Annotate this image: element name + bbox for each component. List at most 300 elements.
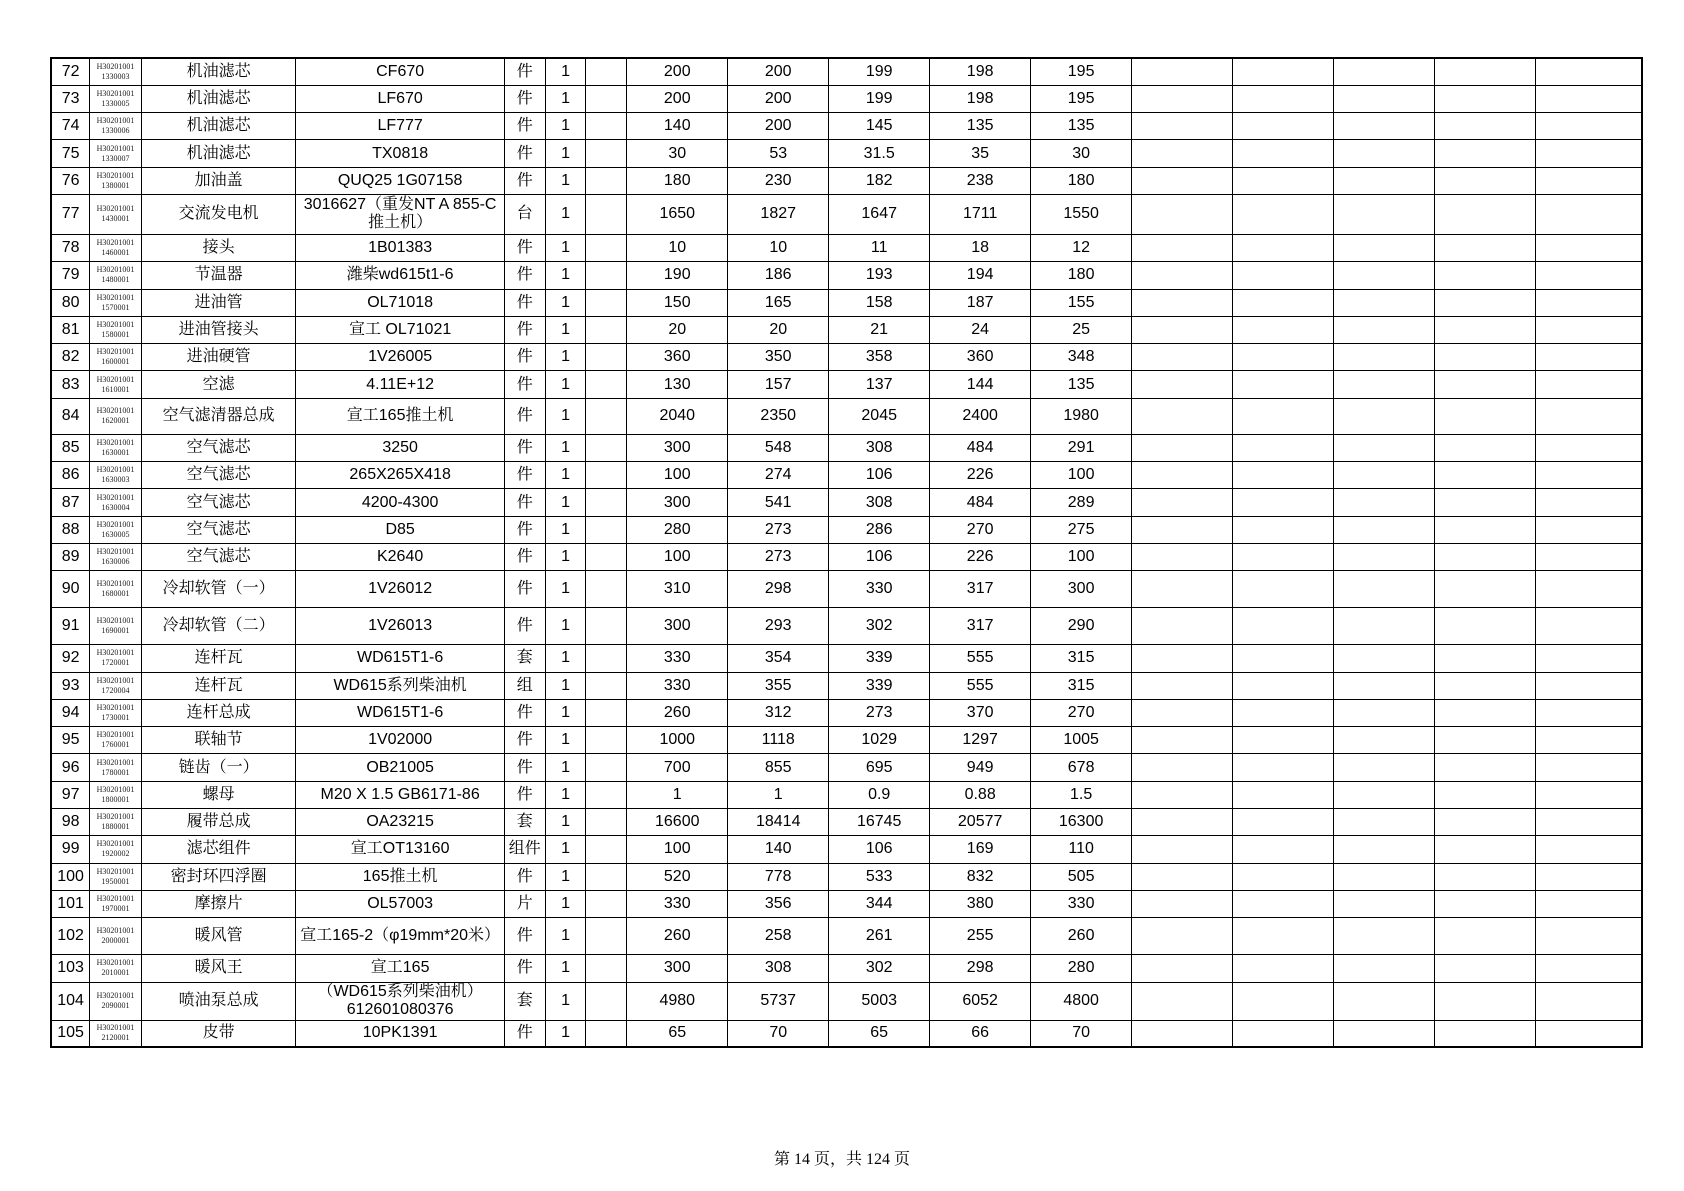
item-qty: 1: [545, 167, 586, 194]
blank-cell: [1233, 543, 1334, 570]
price-3: 11: [829, 234, 930, 261]
table-row: [51, 890, 1642, 917]
blank-cell: [1334, 727, 1435, 754]
item-qty: 1: [545, 462, 586, 489]
item-spec: OB21005: [296, 754, 504, 781]
price-3: 31.5: [829, 140, 930, 167]
price-1: 10: [627, 234, 728, 261]
item-name: 连杆总成: [141, 699, 296, 726]
item-unit: 件: [504, 699, 545, 726]
item-name: 密封环四浮圈: [141, 863, 296, 890]
row-number: 73: [51, 85, 90, 112]
item-spec: D85: [296, 516, 504, 543]
blank-cell: [1435, 982, 1536, 1020]
item-qty: 1: [545, 194, 586, 234]
row-number: 80: [51, 289, 90, 316]
price-2: 53: [728, 140, 829, 167]
price-2: 1827: [728, 194, 829, 234]
blank-cell: [586, 462, 627, 489]
price-1: 180: [627, 167, 728, 194]
blank-cell: [1334, 809, 1435, 836]
blank-cell: [586, 836, 627, 863]
price-1: 140: [627, 113, 728, 140]
price-1: 2040: [627, 398, 728, 434]
item-code: H30201001 1630005: [90, 516, 142, 543]
price-2: 2350: [728, 398, 829, 434]
price-1: 700: [627, 754, 728, 781]
blank-cell: [1132, 516, 1233, 543]
blank-cell: [586, 955, 627, 982]
item-code: H30201001 1760001: [90, 727, 142, 754]
blank-cell: [1535, 571, 1642, 608]
price-1: 520: [627, 863, 728, 890]
blank-cell: [1535, 85, 1642, 112]
item-code: H30201001 1800001: [90, 781, 142, 808]
blank-cell: [1132, 672, 1233, 699]
row-number: 100: [51, 863, 90, 890]
price-2: 200: [728, 58, 829, 85]
item-unit: 件: [504, 234, 545, 261]
row-number: 104: [51, 982, 90, 1020]
price-1: 310: [627, 571, 728, 608]
item-spec: 宣工165推土机: [296, 398, 504, 434]
item-spec: M20 X 1.5 GB6171-86: [296, 781, 504, 808]
blank-cell: [1535, 836, 1642, 863]
blank-cell: [1132, 955, 1233, 982]
price-4: 555: [930, 645, 1031, 672]
blank-cell: [1233, 434, 1334, 461]
item-unit: 套: [504, 645, 545, 672]
item-qty: 1: [545, 754, 586, 781]
item-spec: 10PK1391: [296, 1020, 504, 1047]
price-5: 100: [1031, 543, 1132, 570]
item-name: 空气滤芯: [141, 434, 296, 461]
price-3: 286: [829, 516, 930, 543]
table-row: [51, 85, 1642, 112]
price-5: 1980: [1031, 398, 1132, 434]
price-4: 18: [930, 234, 1031, 261]
table-row: [51, 571, 1642, 608]
blank-cell: [1535, 289, 1642, 316]
blank-cell: [586, 672, 627, 699]
blank-cell: [586, 434, 627, 461]
price-3: 358: [829, 344, 930, 371]
price-4: 238: [930, 167, 1031, 194]
price-4: 0.88: [930, 781, 1031, 808]
blank-cell: [1535, 699, 1642, 726]
blank-cell: [1535, 1020, 1642, 1047]
price-2: 350: [728, 344, 829, 371]
price-4: 555: [930, 672, 1031, 699]
price-4: 226: [930, 462, 1031, 489]
table-row: [51, 234, 1642, 261]
row-number: 92: [51, 645, 90, 672]
price-4: 832: [930, 863, 1031, 890]
blank-cell: [1132, 262, 1233, 289]
item-qty: 1: [545, 608, 586, 645]
item-spec: WD615T1-6: [296, 645, 504, 672]
table-row: [51, 140, 1642, 167]
blank-cell: [1233, 194, 1334, 234]
row-number: 101: [51, 890, 90, 917]
price-1: 130: [627, 371, 728, 398]
blank-cell: [586, 543, 627, 570]
price-1: 4980: [627, 982, 728, 1020]
blank-cell: [1535, 167, 1642, 194]
blank-cell: [1435, 809, 1536, 836]
price-2: 778: [728, 863, 829, 890]
item-name: 连杆瓦: [141, 645, 296, 672]
item-code: H30201001 1630004: [90, 489, 142, 516]
item-name: 摩擦片: [141, 890, 296, 917]
price-3: 2045: [829, 398, 930, 434]
item-qty: 1: [545, 58, 586, 85]
item-qty: 1: [545, 85, 586, 112]
price-3: 302: [829, 955, 930, 982]
blank-cell: [1535, 955, 1642, 982]
blank-cell: [1132, 543, 1233, 570]
price-5: 348: [1031, 344, 1132, 371]
blank-cell: [1435, 113, 1536, 140]
item-qty: 1: [545, 918, 586, 955]
item-code: H30201001 1330006: [90, 113, 142, 140]
item-name: 机油滤芯: [141, 85, 296, 112]
price-3: 339: [829, 672, 930, 699]
row-number: 78: [51, 234, 90, 261]
row-number: 75: [51, 140, 90, 167]
table-row: [51, 727, 1642, 754]
blank-cell: [1535, 371, 1642, 398]
blank-cell: [1132, 167, 1233, 194]
blank-cell: [1334, 489, 1435, 516]
blank-cell: [1435, 489, 1536, 516]
item-code: H30201001 1630003: [90, 462, 142, 489]
row-number: 76: [51, 167, 90, 194]
item-code: H30201001 1600001: [90, 344, 142, 371]
price-3: 695: [829, 754, 930, 781]
blank-cell: [1132, 434, 1233, 461]
blank-cell: [586, 489, 627, 516]
item-code: H30201001 1690001: [90, 608, 142, 645]
item-code: H30201001 1430001: [90, 194, 142, 234]
blank-cell: [1132, 754, 1233, 781]
price-1: 300: [627, 608, 728, 645]
price-2: 200: [728, 113, 829, 140]
blank-cell: [1334, 918, 1435, 955]
price-1: 300: [627, 955, 728, 982]
blank-cell: [1435, 85, 1536, 112]
item-code: H30201001 1630001: [90, 434, 142, 461]
item-spec: 宣工165: [296, 955, 504, 982]
table-row: [51, 58, 1642, 85]
item-name: 空滤: [141, 371, 296, 398]
price-3: 302: [829, 608, 930, 645]
price-1: 1650: [627, 194, 728, 234]
item-code: H30201001 1780001: [90, 754, 142, 781]
blank-cell: [1334, 699, 1435, 726]
row-number: 85: [51, 434, 90, 461]
table-row: [51, 113, 1642, 140]
blank-cell: [586, 113, 627, 140]
blank-cell: [1132, 890, 1233, 917]
table-row: [51, 699, 1642, 726]
blank-cell: [1334, 672, 1435, 699]
price-4: 317: [930, 571, 1031, 608]
row-number: 79: [51, 262, 90, 289]
price-2: 10: [728, 234, 829, 261]
price-5: 300: [1031, 571, 1132, 608]
price-5: 195: [1031, 58, 1132, 85]
price-5: 180: [1031, 167, 1132, 194]
blank-cell: [1132, 699, 1233, 726]
item-unit: 件: [504, 316, 545, 343]
price-3: 199: [829, 85, 930, 112]
item-unit: 件: [504, 955, 545, 982]
blank-cell: [1233, 699, 1334, 726]
price-4: 484: [930, 489, 1031, 516]
price-4: 194: [930, 262, 1031, 289]
blank-cell: [1535, 918, 1642, 955]
blank-cell: [1233, 167, 1334, 194]
item-name: 喷油泵总成: [141, 982, 296, 1020]
item-qty: 1: [545, 516, 586, 543]
blank-cell: [586, 754, 627, 781]
item-name: 进油硬管: [141, 344, 296, 371]
blank-cell: [1132, 608, 1233, 645]
price-1: 360: [627, 344, 728, 371]
item-unit: 件: [504, 167, 545, 194]
price-4: 20577: [930, 809, 1031, 836]
price-2: 274: [728, 462, 829, 489]
price-1: 150: [627, 289, 728, 316]
blank-cell: [1233, 371, 1334, 398]
price-1: 330: [627, 890, 728, 917]
blank-cell: [1435, 234, 1536, 261]
price-1: 16600: [627, 809, 728, 836]
blank-cell: [1233, 645, 1334, 672]
item-name: 加油盖: [141, 167, 296, 194]
price-1: 300: [627, 489, 728, 516]
item-spec: 1B01383: [296, 234, 504, 261]
price-1: 1000: [627, 727, 728, 754]
item-unit: 件: [504, 489, 545, 516]
blank-cell: [586, 58, 627, 85]
item-spec: QUQ25 1G07158: [296, 167, 504, 194]
item-name: 空气滤芯: [141, 489, 296, 516]
blank-cell: [1233, 571, 1334, 608]
blank-cell: [1435, 434, 1536, 461]
item-unit: 件: [504, 113, 545, 140]
blank-cell: [1132, 344, 1233, 371]
item-qty: 1: [545, 1020, 586, 1047]
item-code: H30201001 1580001: [90, 316, 142, 343]
price-3: 16745: [829, 809, 930, 836]
blank-cell: [1132, 645, 1233, 672]
row-number: 94: [51, 699, 90, 726]
item-qty: 1: [545, 543, 586, 570]
row-number: 90: [51, 571, 90, 608]
blank-cell: [1334, 398, 1435, 434]
blank-cell: [586, 608, 627, 645]
price-5: 280: [1031, 955, 1132, 982]
item-spec: 宣工 OL71021: [296, 316, 504, 343]
blank-cell: [1535, 516, 1642, 543]
price-2: 356: [728, 890, 829, 917]
item-qty: 1: [545, 262, 586, 289]
blank-cell: [1334, 645, 1435, 672]
row-number: 86: [51, 462, 90, 489]
item-spec: OL71018: [296, 289, 504, 316]
item-code: H30201001 1330007: [90, 140, 142, 167]
item-unit: 件: [504, 434, 545, 461]
blank-cell: [1334, 371, 1435, 398]
item-name: 节温器: [141, 262, 296, 289]
price-4: 270: [930, 516, 1031, 543]
item-spec: TX0818: [296, 140, 504, 167]
blank-cell: [586, 781, 627, 808]
row-number: 98: [51, 809, 90, 836]
price-2: 20: [728, 316, 829, 343]
price-3: 308: [829, 434, 930, 461]
blank-cell: [1334, 982, 1435, 1020]
item-qty: 1: [545, 727, 586, 754]
price-5: 70: [1031, 1020, 1132, 1047]
blank-cell: [1435, 571, 1536, 608]
item-code: H30201001 1950001: [90, 863, 142, 890]
item-unit: 套: [504, 982, 545, 1020]
price-4: 187: [930, 289, 1031, 316]
price-2: 548: [728, 434, 829, 461]
item-spec: LF777: [296, 113, 504, 140]
blank-cell: [1435, 58, 1536, 85]
item-name: 机油滤芯: [141, 140, 296, 167]
blank-cell: [1435, 398, 1536, 434]
item-name: 机油滤芯: [141, 113, 296, 140]
item-qty: 1: [545, 344, 586, 371]
price-4: 1297: [930, 727, 1031, 754]
blank-cell: [586, 982, 627, 1020]
row-number: 105: [51, 1020, 90, 1047]
price-4: 380: [930, 890, 1031, 917]
price-5: 270: [1031, 699, 1132, 726]
blank-cell: [1132, 781, 1233, 808]
table-row: [51, 781, 1642, 808]
row-number: 77: [51, 194, 90, 234]
price-3: 308: [829, 489, 930, 516]
item-qty: 1: [545, 140, 586, 167]
blank-cell: [1535, 727, 1642, 754]
item-code: H30201001 1330005: [90, 85, 142, 112]
blank-cell: [1535, 234, 1642, 261]
blank-cell: [1535, 262, 1642, 289]
blank-cell: [1132, 398, 1233, 434]
item-name: 空气滤清器总成: [141, 398, 296, 434]
blank-cell: [1435, 262, 1536, 289]
item-qty: 1: [545, 571, 586, 608]
row-number: 74: [51, 113, 90, 140]
blank-cell: [1435, 645, 1536, 672]
price-1: 200: [627, 58, 728, 85]
blank-cell: [1132, 982, 1233, 1020]
price-5: 330: [1031, 890, 1132, 917]
blank-cell: [1132, 316, 1233, 343]
price-4: 198: [930, 58, 1031, 85]
item-code: H30201001 1880001: [90, 809, 142, 836]
price-3: 344: [829, 890, 930, 917]
blank-cell: [1233, 809, 1334, 836]
price-3: 1647: [829, 194, 930, 234]
blank-cell: [586, 85, 627, 112]
price-2: 354: [728, 645, 829, 672]
item-qty: 1: [545, 398, 586, 434]
blank-cell: [586, 344, 627, 371]
parts-price-table: [50, 57, 1643, 1048]
item-spec: 4200-4300: [296, 489, 504, 516]
item-name: 空气滤芯: [141, 543, 296, 570]
blank-cell: [1334, 863, 1435, 890]
blank-cell: [1233, 58, 1334, 85]
price-5: 195: [1031, 85, 1132, 112]
row-number: 72: [51, 58, 90, 85]
blank-cell: [586, 289, 627, 316]
blank-cell: [1132, 863, 1233, 890]
item-code: H30201001 1620001: [90, 398, 142, 434]
price-5: 1.5: [1031, 781, 1132, 808]
blank-cell: [1233, 234, 1334, 261]
price-2: 18414: [728, 809, 829, 836]
item-unit: 组件: [504, 836, 545, 863]
price-1: 20: [627, 316, 728, 343]
price-3: 0.9: [829, 781, 930, 808]
price-5: 135: [1031, 371, 1132, 398]
blank-cell: [1233, 289, 1334, 316]
item-qty: 1: [545, 863, 586, 890]
blank-cell: [1233, 955, 1334, 982]
blank-cell: [1334, 955, 1435, 982]
item-name: 皮带: [141, 1020, 296, 1047]
item-code: H30201001 1920002: [90, 836, 142, 863]
price-5: 291: [1031, 434, 1132, 461]
item-code: H30201001 2010001: [90, 955, 142, 982]
blank-cell: [1535, 489, 1642, 516]
item-unit: 套: [504, 809, 545, 836]
item-unit: 件: [504, 289, 545, 316]
blank-cell: [1435, 543, 1536, 570]
price-2: 855: [728, 754, 829, 781]
price-2: 186: [728, 262, 829, 289]
item-spec: 3250: [296, 434, 504, 461]
blank-cell: [1435, 918, 1536, 955]
item-qty: 1: [545, 955, 586, 982]
price-2: 541: [728, 489, 829, 516]
price-4: 360: [930, 344, 1031, 371]
price-5: 289: [1031, 489, 1132, 516]
price-1: 100: [627, 836, 728, 863]
price-4: 370: [930, 699, 1031, 726]
item-spec: OA23215: [296, 809, 504, 836]
price-2: 273: [728, 516, 829, 543]
item-spec: 1V26013: [296, 608, 504, 645]
row-number: 95: [51, 727, 90, 754]
item-unit: 件: [504, 1020, 545, 1047]
blank-cell: [1233, 890, 1334, 917]
item-spec: LF670: [296, 85, 504, 112]
price-3: 5003: [829, 982, 930, 1020]
price-3: 330: [829, 571, 930, 608]
item-qty: 1: [545, 434, 586, 461]
row-number: 81: [51, 316, 90, 343]
row-number: 99: [51, 836, 90, 863]
